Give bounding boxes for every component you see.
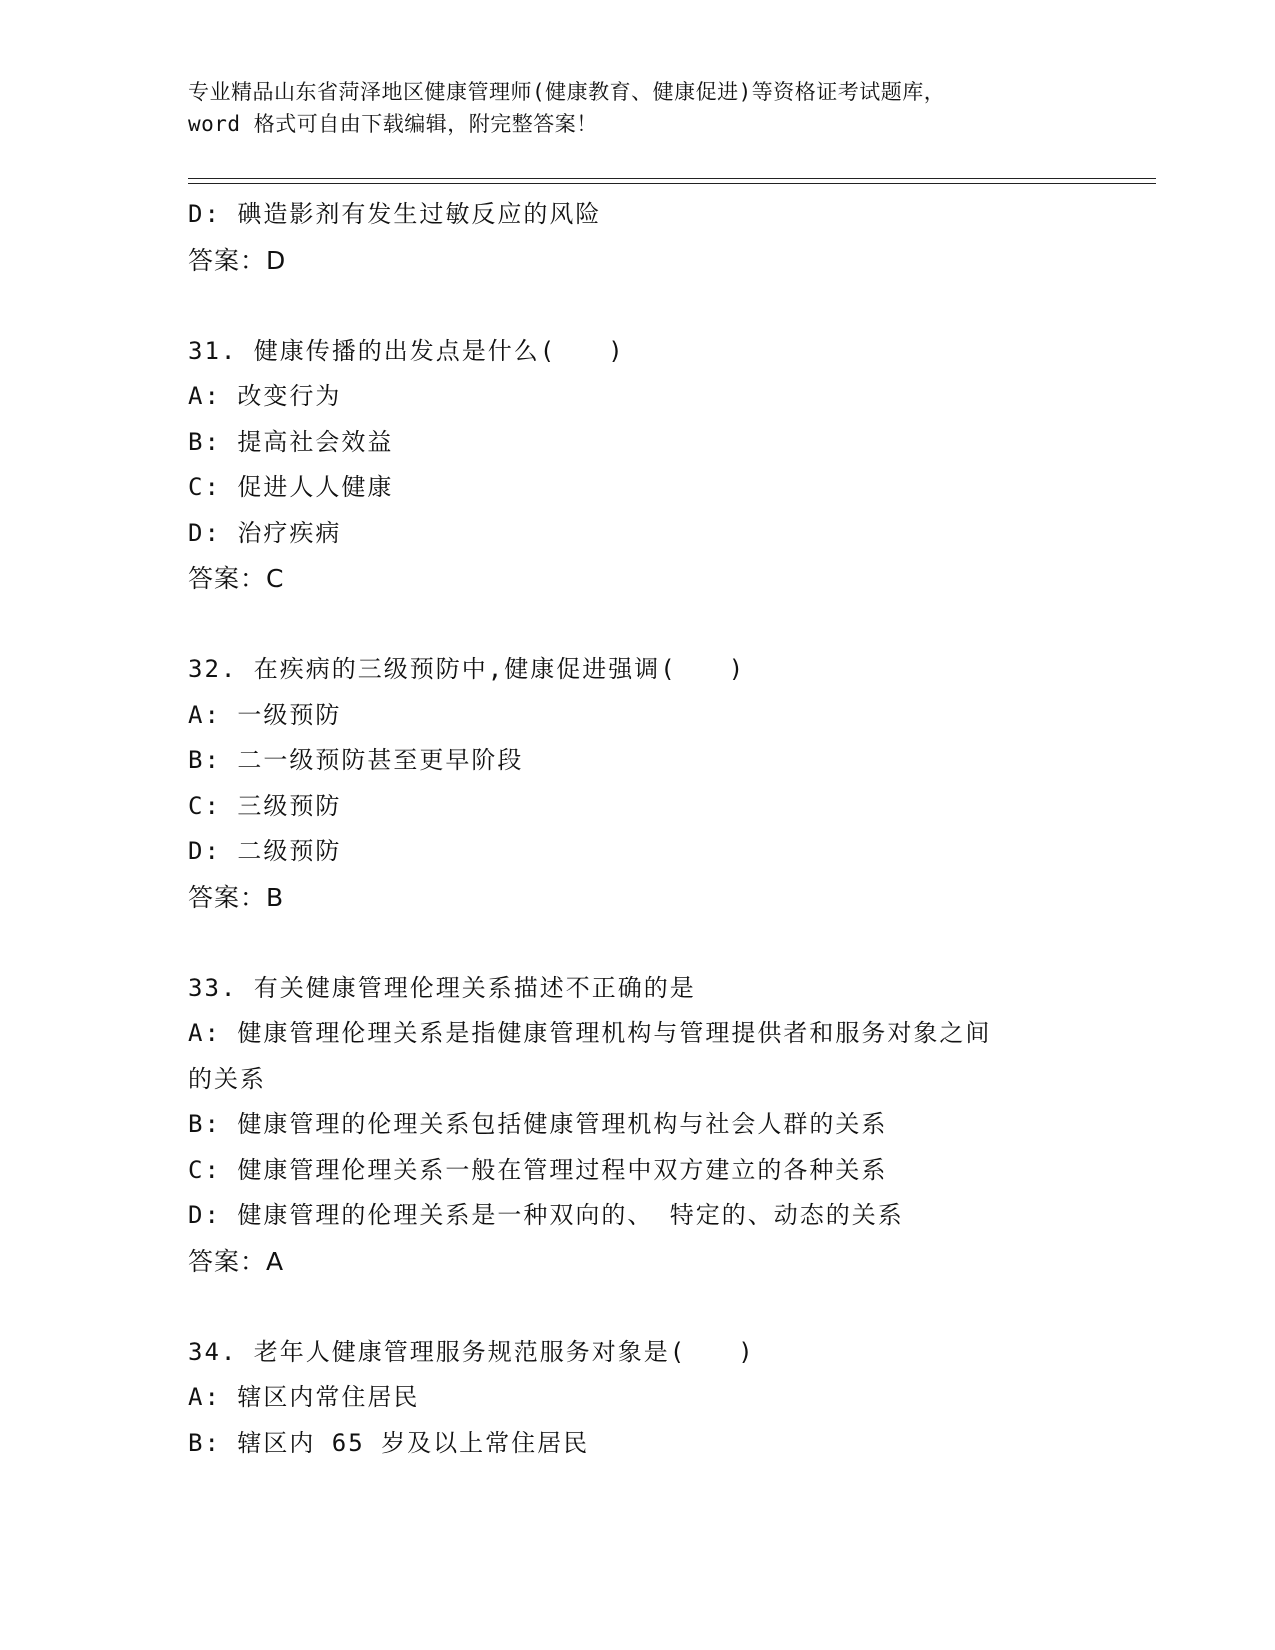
page-header: [188, 76, 1068, 140]
option-c: C: 健康管理伦理关系一般在管理过程中双方建立的各种关系: [188, 1155, 888, 1184]
header-line-1: 专业精品山东省菏泽地区健康管理师(健康教育、健康促进)等资格证考试题库，: [188, 80, 946, 104]
option-a: A: 辖区内常住居民: [188, 1383, 420, 1411]
option-b: B: 辖区内 65 岁及以上常住居民: [188, 1428, 590, 1457]
question-34: [188, 1330, 1088, 1467]
option-a: A: 健康管理伦理关系是指健康管理机构与管理提供者和服务对象之间: [188, 1019, 992, 1047]
option-c: C: 促进人人健康: [188, 473, 394, 501]
answer: 答案：D: [188, 245, 287, 275]
answer: 答案：C: [188, 564, 285, 593]
header-divider-bottom: [188, 183, 1156, 184]
question-list: [188, 192, 1088, 1466]
option-c: C: 三级预防: [188, 791, 342, 820]
question-stem: 33. 有关健康管理伦理关系描述不正确的是: [188, 973, 696, 1002]
option-d: D: 健康管理的伦理关系是一种双向的、 特定的、动态的关系: [188, 1201, 904, 1229]
option-d: D: 碘造影剂有发生过敏反应的风险: [188, 200, 602, 228]
option-b: B: 二一级预防甚至更早阶段: [188, 746, 524, 774]
spacer: [188, 602, 1088, 648]
question-32: [188, 647, 1088, 920]
question-stem: 32. 在疾病的三级预防中,健康促进强调( ): [188, 655, 746, 683]
question-stem: 34. 老年人健康管理服务规范服务对象是( ): [188, 1337, 755, 1366]
spacer: [188, 920, 1088, 966]
header-line-2: word 格式可自由下载编辑，附完整答案！: [188, 112, 598, 136]
option-d: D: 治疗疾病: [188, 518, 342, 547]
header-divider-top: [188, 178, 1156, 179]
answer: 答案：A: [188, 1246, 285, 1276]
option-b: B: 提高社会效益: [188, 427, 394, 456]
spacer: [188, 283, 1088, 329]
previous-question-tail: [188, 192, 1088, 283]
option-b: B: 健康管理的伦理关系包括健康管理机构与社会人群的关系: [188, 1110, 888, 1138]
option-a-continued: 的关系: [188, 1064, 266, 1093]
spacer: [188, 1284, 1088, 1330]
question-33: [188, 966, 1088, 1285]
option-a: A: 改变行为: [188, 382, 342, 410]
option-d: D: 二级预防: [188, 837, 342, 865]
question-stem: 31. 健康传播的出发点是什么( ): [188, 336, 625, 365]
answer: 答案：B: [188, 882, 285, 912]
question-31: [188, 329, 1088, 602]
option-a: A: 一级预防: [188, 700, 342, 729]
